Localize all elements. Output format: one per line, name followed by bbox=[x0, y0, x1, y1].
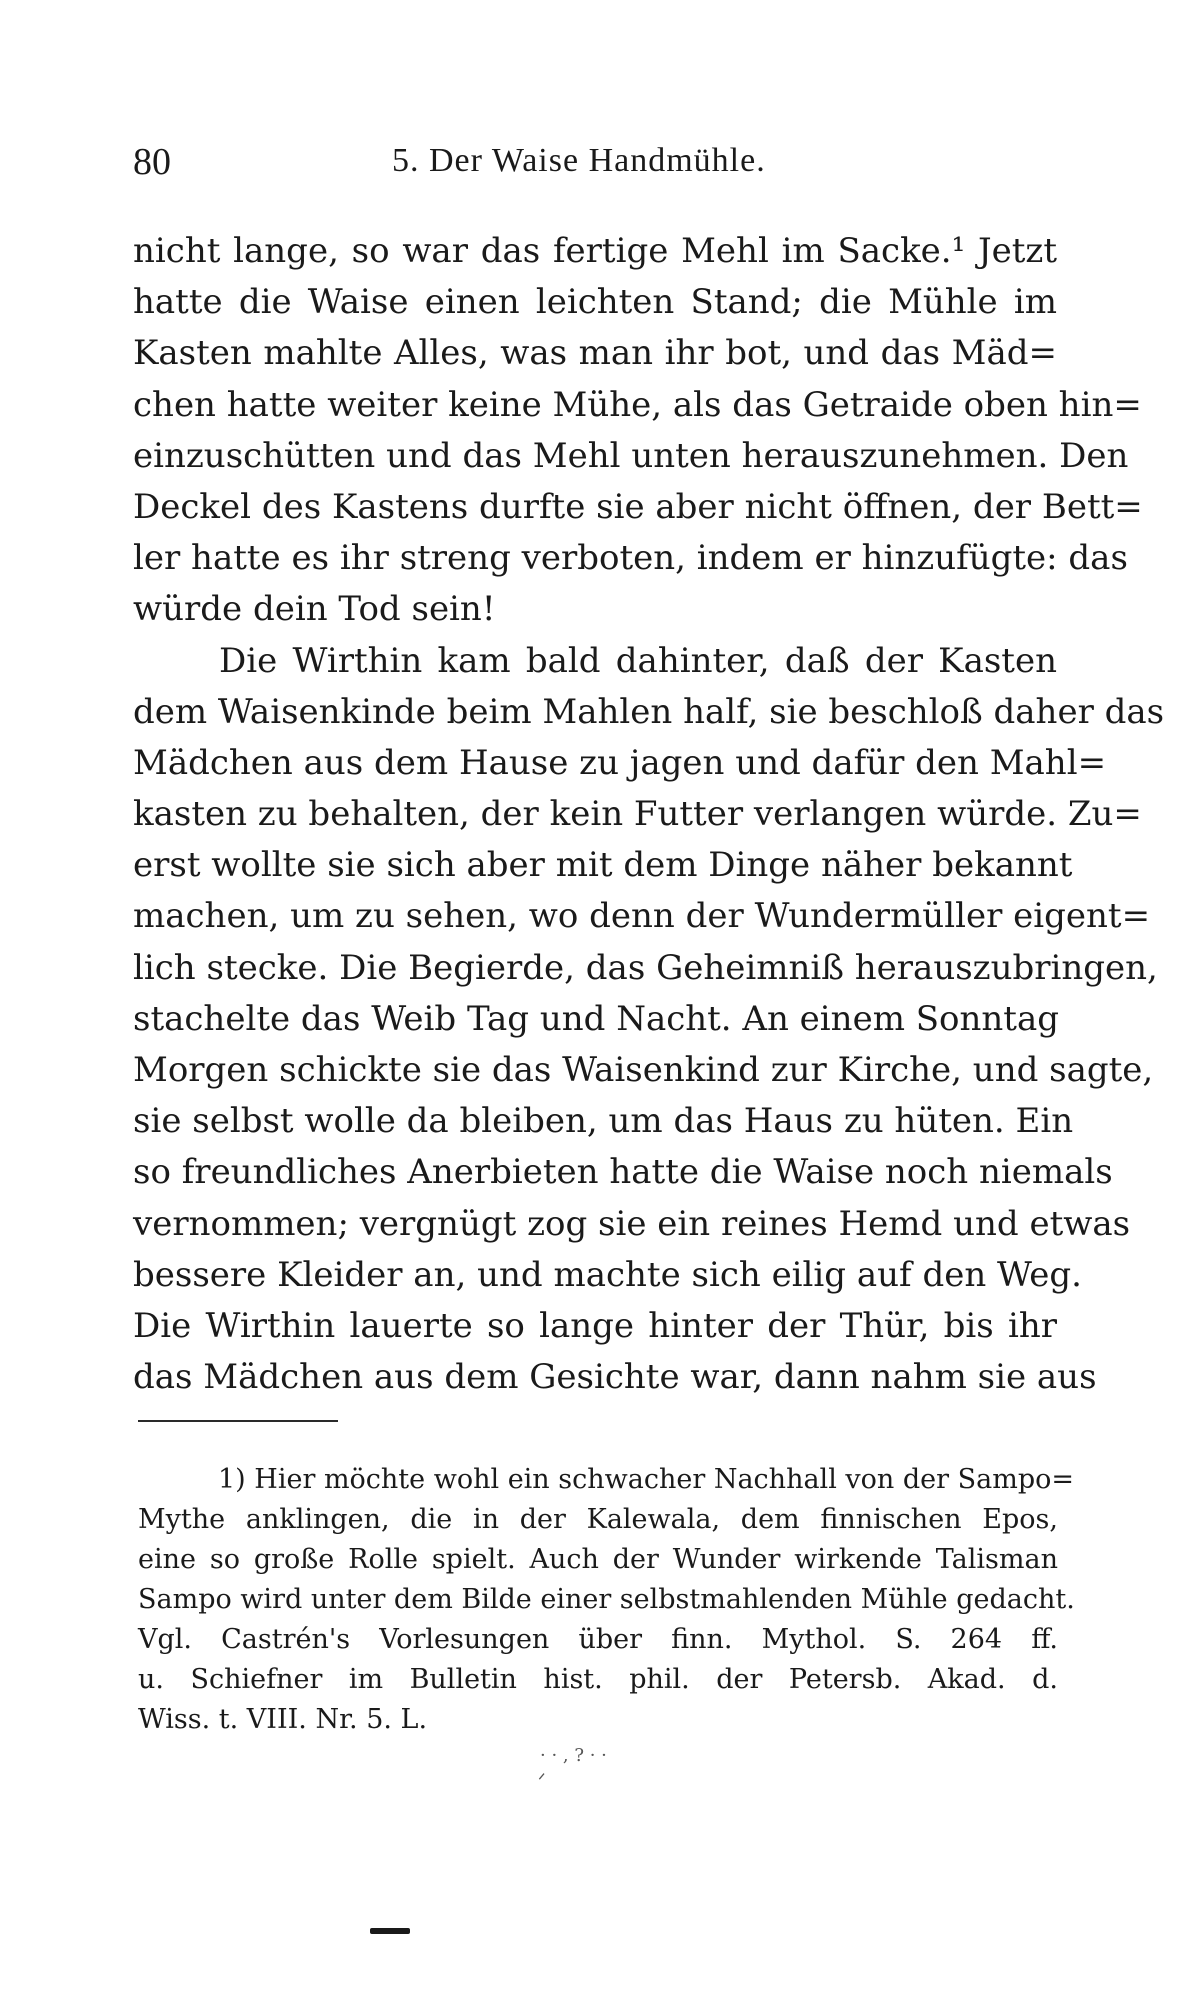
text-line: ler hatte es ihr streng verboten, indem er hinzufügte: das bbox=[133, 538, 1128, 579]
text-line: erst wollte sie sich aber mit dem Dinge näher bekannt bbox=[133, 845, 1073, 886]
footnote bbox=[138, 1460, 1075, 1740]
text-line: so freundliches Anerbieten hatte die Waise noch niemals bbox=[133, 1152, 1113, 1193]
text-line: chen hatte weiter keine Mühe, als das Getraide oben hin= bbox=[133, 384, 1142, 425]
text-line: dem Waisenkinde beim Mahlen half, sie beschloß daher das bbox=[133, 691, 1165, 732]
footnote-line: Vgl. Castrén's Vorlesungen über finn. Mythol. S. 264 ff. bbox=[138, 1624, 1058, 1655]
main-text bbox=[133, 226, 1165, 1403]
text-line: kasten zu behalten, der kein Futter verlangen würde. Zu= bbox=[133, 794, 1142, 835]
footnote-divider bbox=[138, 1420, 338, 1422]
text-line: bessere Kleider an, und machte sich eilig auf den Weg. bbox=[133, 1254, 1082, 1295]
text-line: nicht lange, so war das fertige Mehl im Sacke.¹ Jetzt bbox=[133, 231, 1057, 271]
footnote-line: 1) Hier möchte wohl ein schwacher Nachhall von der Sampo= bbox=[218, 1464, 1074, 1495]
footnote-line: Wiss. t. VIII. Nr. 5. L. bbox=[138, 1704, 428, 1735]
text-line: sie selbst wolle da bleiben, um das Haus zu hüten. Ein bbox=[133, 1101, 1074, 1142]
text-line: Mädchen aus dem Hause zu jagen und dafür den Mahl= bbox=[133, 742, 1107, 783]
page-number: 80 bbox=[133, 141, 171, 183]
text-line: Kasten mahlte Alles, was man ihr bot, und das Mäd= bbox=[133, 333, 1057, 374]
text-line: Die Wirthin lauerte so lange hinter der Thür, bis ihr bbox=[133, 1305, 1057, 1346]
text-line: machen, um zu sehen, wo denn der Wundermüller eigent= bbox=[133, 896, 1151, 937]
text-line: stachelte das Weib Tag und Nacht. An einem Sonntag bbox=[133, 998, 1060, 1039]
text-line: vernommen; vergnügt zog sie ein reines Hemd und etwas bbox=[133, 1203, 1131, 1244]
print-speck: ᐟ bbox=[538, 1770, 546, 1791]
footnote-line: eine so große Rolle spielt. Auch der Wunder wirkende Talisman bbox=[138, 1544, 1058, 1575]
footnote-line: Sampo wird unter dem Bilde einer selbstmahlenden Mühle gedacht. bbox=[138, 1584, 1075, 1615]
text-line: Deckel des Kastens durfte sie aber nicht öffnen, der Bett= bbox=[133, 486, 1143, 527]
text-line: hatte die Waise einen leichten Stand; die Mühle im bbox=[133, 282, 1057, 323]
footnote-line: Mythe anklingen, die in der Kalewala, dem finnischen Epos, bbox=[138, 1504, 1058, 1535]
print-speck: · · , ? · · bbox=[540, 1745, 607, 1766]
text-line: das Mädchen aus dem Gesichte war, dann nahm sie aus bbox=[133, 1357, 1097, 1398]
text-line: würde dein Tod sein! bbox=[133, 589, 496, 630]
text-line: einzuschütten und das Mehl unten herauszunehmen. Den bbox=[133, 435, 1129, 476]
text-line: Morgen schickte sie das Waisenkind zur Kirche, und sagte, bbox=[133, 1050, 1154, 1090]
footnote-line: u. Schiefner im Bulletin hist. phil. der Petersb. Akad. d. bbox=[138, 1664, 1058, 1695]
text-line: lich stecke. Die Begierde, das Geheimniß herauszubringen, bbox=[133, 947, 1158, 988]
text-line: Die Wirthin kam bald dahinter, daß der Kasten bbox=[219, 640, 1057, 681]
running-title: 5. Der Waise Handmühle. bbox=[392, 142, 766, 179]
page-bottom-mark bbox=[370, 1928, 410, 1934]
